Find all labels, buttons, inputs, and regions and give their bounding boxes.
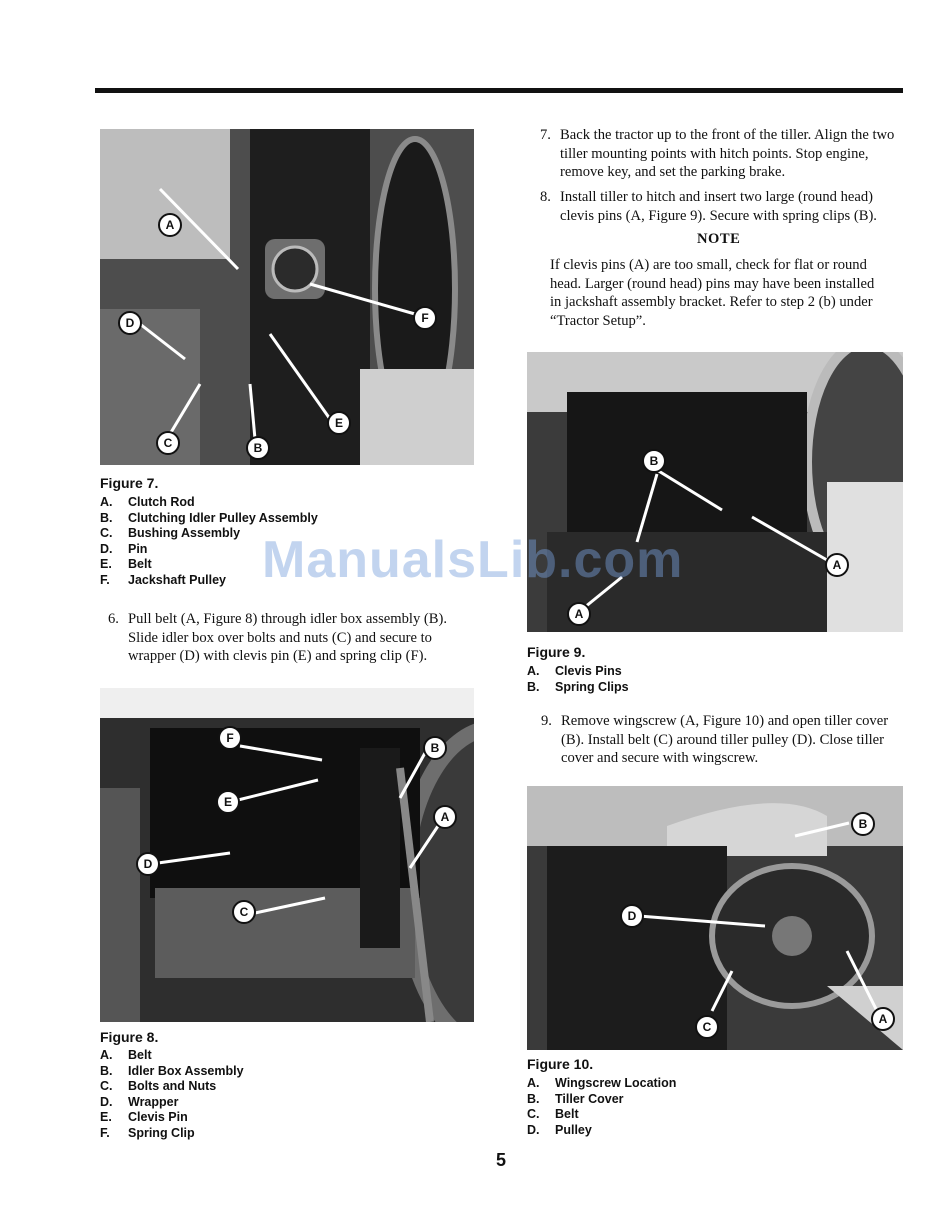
legend-row: A. Clutch Rod bbox=[100, 495, 195, 509]
figure-8-title: Figure 8. bbox=[100, 1029, 159, 1045]
figure-8-photo bbox=[100, 688, 474, 1022]
watermark: ManualsLib.com bbox=[262, 531, 684, 589]
legend-row: B. Clutching Idler Pulley Assembly bbox=[100, 510, 318, 525]
figure-9-legend bbox=[527, 664, 629, 695]
figure-8-callout-c: C bbox=[232, 900, 256, 924]
figure-9-callout-b: B bbox=[642, 449, 666, 473]
figure-9-title: Figure 9. bbox=[527, 644, 586, 660]
figure-8-callout-d: D bbox=[136, 852, 160, 876]
legend-row: F. Jackshaft Pulley bbox=[100, 572, 226, 587]
legend-row: C. Bushing Assembly bbox=[100, 526, 241, 541]
legend-row: B. Idler Box Assembly bbox=[100, 1063, 244, 1078]
step-number: 6. bbox=[108, 611, 119, 627]
legend-row: A. Clevis Pins bbox=[527, 664, 622, 678]
step-7 bbox=[540, 126, 906, 182]
figure-9-callout-a-left: A bbox=[567, 602, 591, 626]
legend-row: D. Wrapper bbox=[100, 1094, 179, 1109]
step-8 bbox=[540, 188, 906, 225]
step-number: 8. bbox=[540, 189, 551, 205]
legend-row: D. Pin bbox=[100, 541, 148, 556]
step-number: 7. bbox=[540, 127, 551, 143]
figure-10-callout-b: B bbox=[851, 812, 875, 836]
legend-row: B. Spring Clips bbox=[527, 679, 629, 694]
figure-8-legend bbox=[100, 1048, 244, 1142]
figure-8-callout-a: A bbox=[433, 805, 457, 829]
legend-row: A. Belt bbox=[100, 1048, 152, 1062]
figure-7-callout-d: D bbox=[118, 311, 142, 335]
legend-row: E. Belt bbox=[100, 557, 152, 572]
header-rule bbox=[95, 88, 903, 93]
figure-10-callout-a: A bbox=[871, 1007, 895, 1031]
figure-7-callout-a: A bbox=[158, 213, 182, 237]
figure-9-callout-a-right: A bbox=[825, 553, 849, 577]
legend-row: F. Spring Clip bbox=[100, 1125, 195, 1140]
step-text: Install tiller to hitch and insert two large (round head) clevis pins (A, Figure 9). Secure with spring clips (B). bbox=[560, 189, 877, 224]
figure-7-callout-b: B bbox=[246, 436, 270, 460]
figure-7-title: Figure 7. bbox=[100, 475, 159, 491]
step-text: Pull belt (A, Figure 8) through idler box assembly (B). Slide idler box over bolts and nuts (C) and secure to wrapper (D) with clevis pin (E) and spring clip (F). bbox=[128, 611, 447, 665]
figure-7-photo bbox=[100, 129, 474, 465]
figure-8-callout-e: E bbox=[216, 790, 240, 814]
figure-10-photo bbox=[527, 786, 903, 1050]
step-6 bbox=[108, 610, 476, 666]
figure-8-callout-b: B bbox=[423, 736, 447, 760]
figure-7-illustration bbox=[100, 129, 474, 465]
figure-10-title: Figure 10. bbox=[527, 1056, 594, 1072]
legend-row: A. Wingscrew Location bbox=[527, 1076, 677, 1090]
note-title: NOTE bbox=[697, 231, 741, 247]
step-number: 9. bbox=[541, 713, 552, 729]
step-text: Back the tractor up to the front of the tiller. Align the two tiller mounting points with hitch points. Stop engine, remove key, and set the parking brake. bbox=[560, 127, 895, 181]
legend-row: E. Clevis Pin bbox=[100, 1110, 188, 1125]
legend-row: D. Pulley bbox=[527, 1122, 592, 1137]
figure-7-callout-f: F bbox=[413, 306, 437, 330]
step-text: Remove wingscrew (A, Figure 10) and open tiller cover (B). Install belt (C) around tiller pulley (D). Close tiller cover and secure with wingscrew. bbox=[561, 713, 889, 767]
figure-10-callout-d: D bbox=[620, 904, 644, 928]
page-number: 5 bbox=[496, 1150, 507, 1170]
figure-7-callout-c: C bbox=[156, 431, 180, 455]
figure-9-illustration bbox=[527, 352, 903, 632]
figure-10-illustration bbox=[527, 786, 903, 1050]
legend-row: B. Tiller Cover bbox=[527, 1091, 624, 1106]
figure-10-callout-c: C bbox=[695, 1015, 719, 1039]
figure-7-callout-e: E bbox=[327, 411, 351, 435]
note-body: If clevis pins (A) are too small, check for flat or round head. Larger (round head) pins may have been installed in jackshaft assembly bracket. Refer to step 2 (b) under “Tractor Setup”. bbox=[550, 257, 875, 329]
figure-8-callout-f: F bbox=[218, 726, 242, 750]
step-9 bbox=[541, 712, 907, 768]
figure-10-legend bbox=[527, 1076, 676, 1138]
figure-9-photo bbox=[527, 352, 903, 632]
legend-row: C. Bolts and Nuts bbox=[100, 1079, 217, 1094]
legend-row: C. Belt bbox=[527, 1107, 579, 1122]
